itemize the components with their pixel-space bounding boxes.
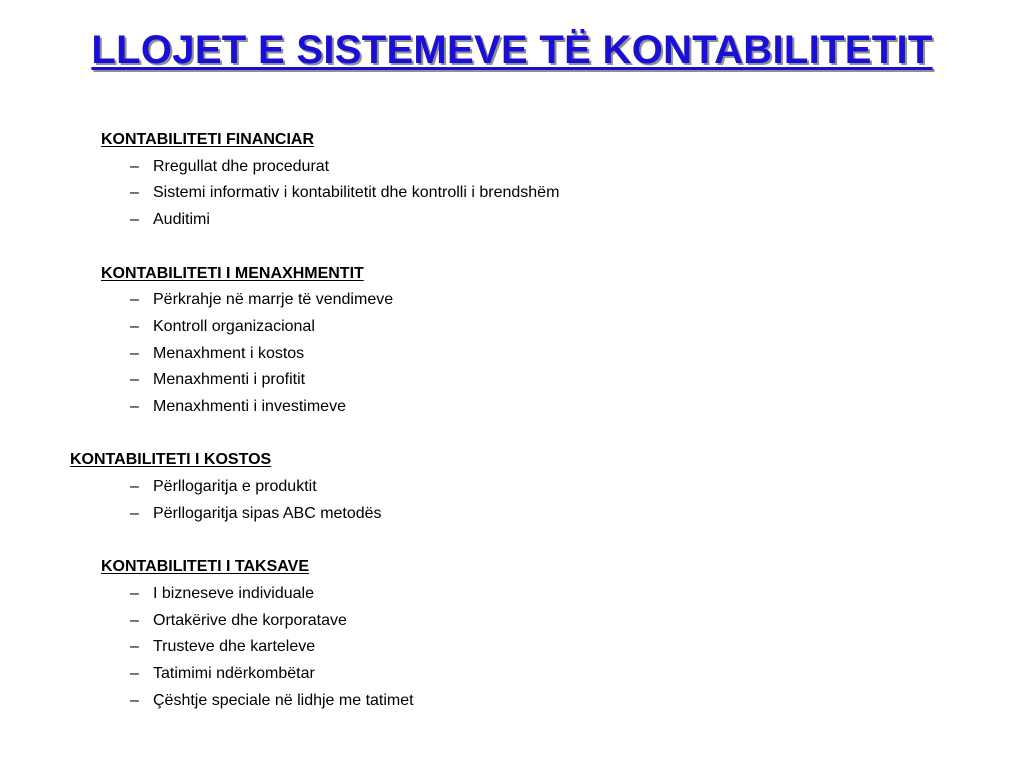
- list-item: [0, 608, 1024, 635]
- dash-bullet-icon: –: [130, 317, 139, 335]
- list-item-text: Sistemi informativ i kontabilitetit dhe kontrolli i brendshëm: [153, 184, 560, 202]
- list-item-text: Përkrahje në marrje të vendimeve: [153, 291, 394, 309]
- list-item-text: Auditimi: [153, 211, 210, 229]
- dash-bullet-icon: –: [130, 665, 139, 683]
- list-item: [0, 661, 1024, 688]
- section-heading: KONTABILITETI I MENAXHMENTIT: [101, 264, 364, 282]
- section-spacer: [0, 234, 1024, 261]
- dash-bullet-icon: –: [130, 211, 139, 229]
- list-item-text: Tatimimi ndërkombëtar: [153, 665, 315, 683]
- list-item-text: I bizneseve individuale: [153, 584, 314, 602]
- dash-bullet-icon: –: [130, 371, 139, 389]
- section-tax-accounting: [0, 554, 1024, 714]
- section-spacer: [0, 528, 1024, 555]
- list-item: [0, 688, 1024, 715]
- list-item-text: Çështje speciale në lidhje me tatimet: [153, 691, 414, 709]
- list-item: [0, 581, 1024, 608]
- list-item-text: Menaxhmenti i investimeve: [153, 398, 346, 416]
- list-item-text: Ortakërive dhe korporatave: [153, 611, 347, 629]
- dash-bullet-icon: –: [130, 157, 139, 175]
- section-financial-accounting: [0, 127, 1024, 234]
- list-item: [0, 341, 1024, 368]
- dash-bullet-icon: –: [130, 344, 139, 362]
- section-management-accounting: [0, 261, 1024, 421]
- list-item: [0, 180, 1024, 207]
- list-item-text: Rregullat dhe procedurat: [153, 157, 330, 175]
- dash-bullet-icon: –: [130, 398, 139, 416]
- list-item-text: Menaxhment i kostos: [153, 344, 305, 362]
- dash-bullet-icon: –: [130, 691, 139, 709]
- slide-content: [0, 127, 1024, 714]
- dash-bullet-icon: –: [130, 611, 139, 629]
- dash-bullet-icon: –: [130, 504, 139, 522]
- list-item: [0, 287, 1024, 314]
- list-item: [0, 634, 1024, 661]
- list-item: [0, 367, 1024, 394]
- list-item: [0, 207, 1024, 234]
- list-item-text: Trusteve dhe karteleve: [153, 638, 316, 656]
- dash-bullet-icon: –: [130, 638, 139, 656]
- list-item: [0, 154, 1024, 181]
- section-spacer: [0, 421, 1024, 448]
- list-item-text: Përllogaritja sipas ABC metodës: [153, 504, 382, 522]
- slide-title: LLOJET E SISTEMEVE TË KONTABILITETIT: [91, 28, 933, 72]
- list-item: [0, 474, 1024, 501]
- dash-bullet-icon: –: [130, 584, 139, 602]
- list-item-text: Kontroll organizacional: [153, 317, 315, 335]
- list-item-text: Menaxhmenti i profitit: [153, 371, 306, 389]
- section-heading: KONTABILITETI I KOSTOS: [70, 451, 272, 469]
- list-item: [0, 394, 1024, 421]
- dash-bullet-icon: –: [130, 291, 139, 309]
- list-item-text: Përllogaritja e produktit: [153, 478, 317, 496]
- section-heading: KONTABILITETI FINANCIAR: [101, 131, 315, 148]
- dash-bullet-icon: –: [130, 184, 139, 202]
- list-item: [0, 314, 1024, 341]
- dash-bullet-icon: –: [130, 478, 139, 496]
- list-item: [0, 501, 1024, 528]
- section-cost-accounting: [0, 447, 1024, 527]
- section-heading: KONTABILITETI I TAKSAVE: [101, 558, 309, 576]
